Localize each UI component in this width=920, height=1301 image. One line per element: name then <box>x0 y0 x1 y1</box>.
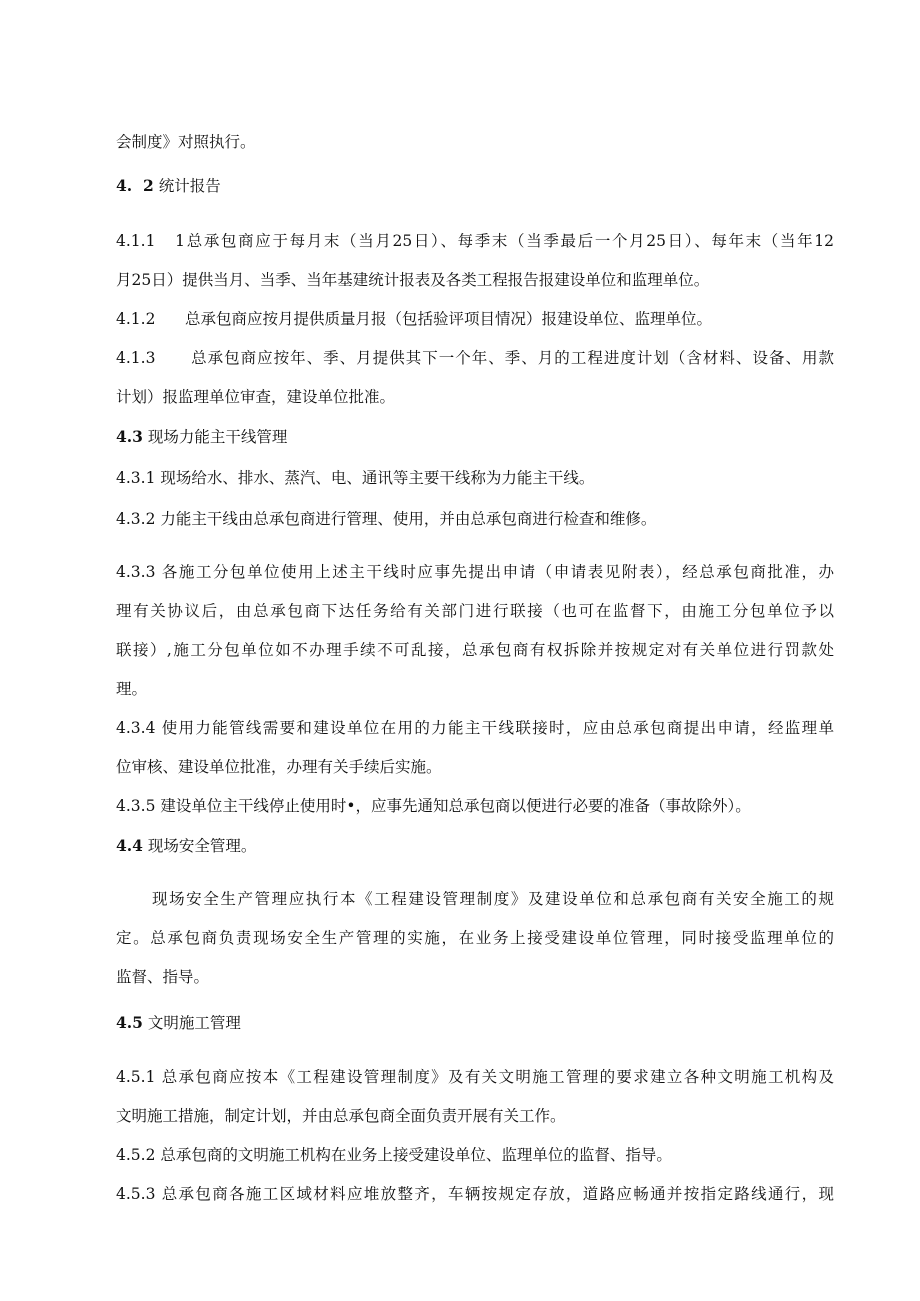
section-number: 4.5 <box>116 1013 143 1032</box>
section-number: 4.4 <box>116 836 143 855</box>
text-line: 4.3.5 建设单位主干线停止使用时•，应事先通知总承包商以便进行必要的准备（事故除外）。 <box>116 797 751 815</box>
text-line: 联接）,施工分包单位如不办理手续不可乱接，总承包商有权拆除并按规定对有关单位进行罚款处 <box>116 641 834 659</box>
text-line: 定。总承包商负责现场安全生产管理的实施，在业务上接受建设单位管理，同时接受监理单位的 <box>116 929 834 947</box>
text-line: 位审核、建设单位批准，办理有关手续后实施。 <box>116 758 442 776</box>
section-heading-4-3 <box>116 427 834 447</box>
text-line: 现场安全生产管理应执行本《工程建设管理制度》及建设单位和总承包商有关安全施工的规 <box>152 890 834 908</box>
section-heading-4-2 <box>116 176 834 196</box>
text-line: 4.3.1 现场给水、排水、蒸汽、电、通讯等主要干线称为力能主干线。 <box>116 469 595 487</box>
text-line: 4.3.3 各施工分包单位使用上述主干线时应事先提出申请（申请表见附表），经总承包商批准，办 <box>116 563 834 581</box>
section-title: 文明施工管理 <box>147 1014 241 1032</box>
text-line: 4.3.2 力能主干线由总承包商进行管理、使用，并由总承包商进行检查和维修。 <box>116 510 657 528</box>
text-line: 文明施工措施，制定计划，并由总承包商全面负责开展有关工作。 <box>116 1107 566 1125</box>
text-line: 计划）报监理单位审查，建设单位批准。 <box>116 388 396 406</box>
text-line: 理有关协议后，由总承包商下达任务给有关部门进行联接（也可在监督下，由施工分包单位予以 <box>116 602 834 620</box>
section-number: 4. 2 <box>116 176 154 195</box>
text-line: 4.1.3 总承包商应按年、季、月提供其下一个年、季、月的工程进度计划（含材料、设备、用款 <box>116 349 834 367</box>
text-line: 月25日）提供当月、当季、当年基建统计报表及各类工程报告报建设单位和监理单位。 <box>116 271 710 289</box>
section-title: 现场力能主干线管理 <box>147 428 288 446</box>
text-line: 4.5.3 总承包商各施工区域材料应堆放整齐，车辆按规定存放，道路应畅通并按指定路线通行，现 <box>116 1185 834 1203</box>
section-title: 现场安全管理。 <box>147 837 257 855</box>
section-title: 统计报告 <box>158 177 221 195</box>
text-line: 监督、指导。 <box>116 968 210 986</box>
section-number: 4.3 <box>116 427 143 446</box>
text-line: 4.5.1 总承包商应按本《工程建设管理制度》及有关文明施工管理的要求建立各种文明施工机构及 <box>116 1068 834 1086</box>
section-heading-4-5 <box>116 1013 834 1033</box>
text-line: 4.1.1 1总承包商应于每月末（当月25日）、每季末（当季最后一个月25日）、每年末（当年12 <box>116 232 834 250</box>
text-line: 4.3.4 使用力能管线需要和建设单位在用的力能主干线联接时，应由总承包商提出申请，经监理单 <box>116 719 834 737</box>
section-heading-4-4 <box>116 836 834 856</box>
text-line: 理。 <box>116 680 148 698</box>
text-line: 会制度》对照执行。 <box>116 133 256 151</box>
text-line: 4.1.2 总承包商应按月提供质量月报（包括验评项目情况）报建设单位、监理单位。 <box>116 310 713 328</box>
text-line: 4.5.2 总承包商的文明施工机构在业务上接受建设单位、监理单位的监督、指导。 <box>116 1146 672 1164</box>
